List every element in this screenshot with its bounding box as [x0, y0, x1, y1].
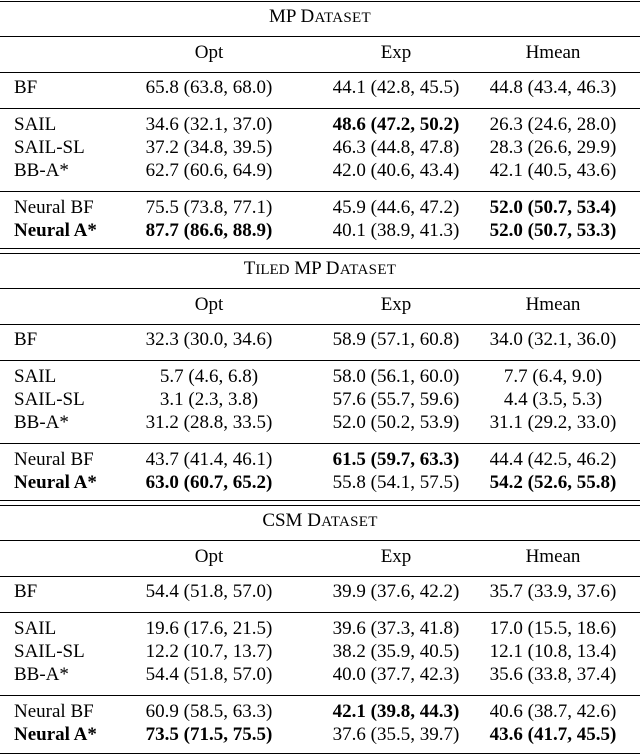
- table-rule: [0, 540, 640, 541]
- cell-exp: 44.1 (42.8, 45.5): [332, 77, 460, 98]
- row-method-name: BB-A*: [14, 412, 69, 433]
- cell-exp: 58.9 (57.1, 60.8): [332, 329, 460, 350]
- cell-opt: 73.5 (71.5, 75.5): [145, 724, 273, 745]
- cell-exp: 39.9 (37.6, 42.2): [332, 581, 460, 602]
- section-title-lead: TILED MP: [243, 258, 322, 279]
- row-method-name: BF: [14, 77, 38, 98]
- table-rule: [0, 248, 640, 249]
- cell-hmean: 35.7 (33.9, 37.6): [489, 581, 617, 602]
- cell-opt: 12.2 (10.7, 13.7): [145, 641, 273, 662]
- row-method-name: SAIL-SL: [14, 389, 85, 410]
- cell-hmean: 40.6 (38.7, 42.6): [489, 701, 617, 722]
- section-title-rest: DATASET: [307, 510, 378, 531]
- cell-hmean: 42.1 (40.5, 43.6): [489, 160, 617, 181]
- cell-opt: 62.7 (60.6, 64.9): [145, 160, 273, 181]
- column-header-exp: Exp: [380, 546, 412, 567]
- table-rule: [0, 1, 640, 2]
- cell-opt: 43.7 (41.4, 46.1): [145, 449, 273, 470]
- cell-opt: 63.0 (60.7, 65.2): [145, 472, 273, 493]
- cell-hmean: 4.4 (3.5, 5.3): [503, 389, 603, 410]
- column-header-hmean: Hmean: [525, 546, 581, 567]
- cell-hmean: 44.4 (42.5, 46.2): [489, 449, 617, 470]
- table-rule: [0, 324, 640, 325]
- section-title-rest: DATASET: [325, 258, 397, 279]
- section-title: [0, 6, 640, 29]
- cell-exp: 55.8 (54.1, 57.5): [332, 472, 460, 493]
- cell-exp: 52.0 (50.2, 53.9): [332, 412, 460, 433]
- cell-hmean: 43.6 (41.7, 45.5): [489, 724, 617, 745]
- table-rule: [0, 253, 640, 254]
- table-rule: [0, 191, 640, 192]
- table-rule: [0, 505, 640, 506]
- cell-hmean: 35.6 (33.8, 37.4): [489, 664, 617, 685]
- row-method-name: Neural BF: [14, 701, 94, 722]
- column-header-hmean: Hmean: [525, 42, 581, 63]
- table-rule: [0, 72, 640, 73]
- row-method-name: SAIL: [14, 114, 57, 135]
- row-method-name: SAIL-SL: [14, 641, 85, 662]
- cell-opt: 19.6 (17.6, 21.5): [145, 618, 273, 639]
- cell-hmean: 44.8 (43.4, 46.3): [489, 77, 617, 98]
- cell-opt: 54.4 (51.8, 57.0): [145, 581, 273, 602]
- cell-hmean: 52.0 (50.7, 53.4): [489, 197, 617, 218]
- cell-hmean: 7.7 (6.4, 9.0): [503, 366, 603, 387]
- cell-opt: 34.6 (32.1, 37.0): [145, 114, 273, 135]
- cell-hmean: 54.2 (52.6, 55.8): [489, 472, 617, 493]
- row-method-name: Neural A*: [14, 220, 97, 241]
- column-header-exp: Exp: [380, 42, 412, 63]
- cell-hmean: 26.3 (24.6, 28.0): [489, 114, 617, 135]
- column-header-opt: Opt: [194, 42, 224, 63]
- section-title: [0, 510, 640, 533]
- column-header-exp: Exp: [380, 294, 412, 315]
- cell-opt: 5.7 (4.6, 6.8): [159, 366, 259, 387]
- cell-exp: 46.3 (44.8, 47.8): [332, 137, 460, 158]
- row-method-name: BB-A*: [14, 160, 69, 181]
- cell-opt: 37.2 (34.8, 39.5): [145, 137, 273, 158]
- cell-hmean: 31.1 (29.2, 33.0): [489, 412, 617, 433]
- section-title-rest: DATASET: [300, 6, 371, 27]
- cell-opt: 3.1 (2.3, 3.8): [159, 389, 259, 410]
- cell-opt: 32.3 (30.0, 34.6): [145, 329, 273, 350]
- table-rule: [0, 612, 640, 613]
- table-rule: [0, 500, 640, 501]
- cell-exp: 61.5 (59.7, 63.3): [332, 449, 460, 470]
- section-title: [0, 258, 640, 281]
- cell-exp: 42.1 (39.8, 44.3): [332, 701, 460, 722]
- table-rule: [0, 108, 640, 109]
- cell-exp: 39.6 (37.3, 41.8): [332, 618, 460, 639]
- cell-exp: 42.0 (40.6, 43.4): [332, 160, 460, 181]
- cell-exp: 48.6 (47.2, 50.2): [332, 114, 460, 135]
- table-rule: [0, 36, 640, 37]
- row-method-name: BF: [14, 329, 38, 350]
- table-rule: [0, 443, 640, 444]
- cell-exp: 37.6 (35.5, 39.7): [332, 724, 460, 745]
- table-rule: [0, 695, 640, 696]
- cell-hmean: 12.1 (10.8, 13.4): [489, 641, 617, 662]
- row-method-name: Neural BF: [14, 197, 94, 218]
- cell-opt: 60.9 (58.5, 63.3): [145, 701, 273, 722]
- column-header-hmean: Hmean: [525, 294, 581, 315]
- cell-exp: 57.6 (55.7, 59.6): [332, 389, 460, 410]
- cell-hmean: 28.3 (26.6, 29.9): [489, 137, 617, 158]
- cell-opt: 87.7 (86.6, 88.9): [145, 220, 273, 241]
- row-method-name: Neural A*: [14, 724, 97, 745]
- table-rule: [0, 360, 640, 361]
- cell-hmean: 34.0 (32.1, 36.0): [489, 329, 617, 350]
- cell-opt: 75.5 (73.8, 77.1): [145, 197, 273, 218]
- cell-exp: 40.0 (37.7, 42.3): [332, 664, 460, 685]
- cell-opt: 54.4 (51.8, 57.0): [145, 664, 273, 685]
- column-header-opt: Opt: [194, 294, 224, 315]
- row-method-name: BF: [14, 581, 38, 602]
- table-rule: [0, 576, 640, 577]
- row-method-name: Neural BF: [14, 449, 94, 470]
- table-rule: [0, 288, 640, 289]
- cell-exp: 40.1 (38.9, 41.3): [332, 220, 460, 241]
- cell-hmean: 17.0 (15.5, 18.6): [489, 618, 617, 639]
- cell-opt: 65.8 (63.8, 68.0): [145, 77, 273, 98]
- cell-exp: 58.0 (56.1, 60.0): [332, 366, 460, 387]
- cell-exp: 38.2 (35.9, 40.5): [332, 641, 460, 662]
- column-header-opt: Opt: [194, 546, 224, 567]
- row-method-name: SAIL-SL: [14, 137, 85, 158]
- row-method-name: SAIL: [14, 618, 57, 639]
- cell-hmean: 52.0 (50.7, 53.3): [489, 220, 617, 241]
- row-method-name: Neural A*: [14, 472, 97, 493]
- cell-exp: 45.9 (44.6, 47.2): [332, 197, 460, 218]
- row-method-name: SAIL: [14, 366, 57, 387]
- section-title-lead: MP: [269, 6, 296, 27]
- table-rule: [0, 753, 640, 754]
- row-method-name: BB-A*: [14, 664, 69, 685]
- cell-opt: 31.2 (28.8, 33.5): [145, 412, 273, 433]
- section-title-lead: CSM: [262, 510, 303, 531]
